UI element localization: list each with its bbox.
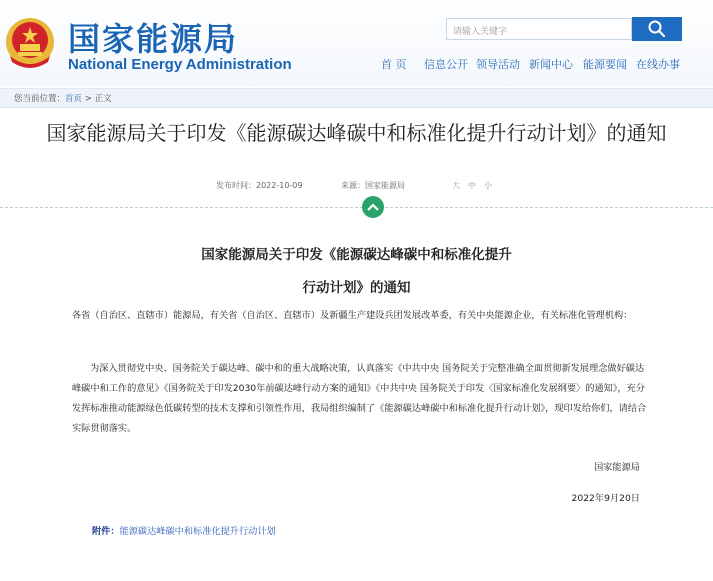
date: 2022年9月20日 [571,493,640,504]
national-emblem-icon [4,16,56,72]
publish-time: 发布时间：2022-10-09 [216,181,303,190]
font-size-large[interactable]: 大 [452,181,460,190]
nav-energy-news[interactable]: 能源要闻 [583,58,627,71]
source: 来源：国家能源局 [341,181,405,190]
site-name-en[interactable]: National Energy Administration [68,56,292,73]
site-name-cn[interactable]: 国家能源局 [68,20,239,58]
site-header [0,0,713,86]
body-paragraph: 为深入贯彻党中央、国务院关于碳达峰、碳中和的重大战略决策，认真落实《中共中央 国务院关于完整准确全面贯彻新发展理念做好碳达峰碳中和工作的意见》《国务院关于印发2030年前碳达峰行动方案的通知》《中共中央 国务院关于印发〈国家标准化发展纲要〉的通知》，充分发挥标准推动能源绿色低碳转型的技术支撑和引领性作用，我局组织编制了《能源碳达峰碳中和标准化提升行动计划》，现印发给你们，请结合实际贯彻落实。 [72,363,647,434]
search-button[interactable] [632,17,682,41]
chevron-up-icon [367,202,379,212]
search-icon [632,17,682,41]
divider [0,207,713,208]
breadcrumb-separator: > [82,94,95,104]
page-title: 国家能源局关于印发《能源碳达峰碳中和标准化提升行动计划》的通知 [46,121,667,145]
nav-leader-activities[interactable]: 领导活动 [476,58,520,71]
nav-info-disclosure[interactable]: 信息公开 [424,58,468,71]
doc-title-line2: 行动计划》的通知 [302,280,411,296]
recipients: 各省（自治区、直辖市）能源局，有关省（自治区、直辖市）及新疆生产建设兵团发展改革委，有关中央能源企业，有关标准化管理机构： [72,310,633,321]
font-size-medium[interactable]: 中 [468,181,476,190]
breadcrumb [0,88,713,108]
search-input[interactable]: 请输入关键字 [446,18,632,40]
collapse-button[interactable] [362,196,384,218]
attachment [92,523,276,537]
nav-news-center[interactable]: 新闻中心 [529,58,573,71]
nav-online-services[interactable]: 在线办事 [636,58,680,71]
attachment-link[interactable]: 能源碳达峰碳中和标准化提升行动计划 [119,526,276,537]
nav-home[interactable]: 首 页 [381,58,407,71]
breadcrumb-current: 正文 [94,94,112,104]
doc-title-line1: 国家能源局关于印发《能源碳达峰碳中和标准化提升 [201,247,512,263]
attachment-label: 附件： [92,526,120,537]
breadcrumb-home[interactable]: 首页 [65,94,83,104]
font-size-small[interactable]: 小 [484,181,492,190]
breadcrumb-prefix: 您当前位置： [14,94,66,104]
signer: 国家能源局 [594,462,640,473]
